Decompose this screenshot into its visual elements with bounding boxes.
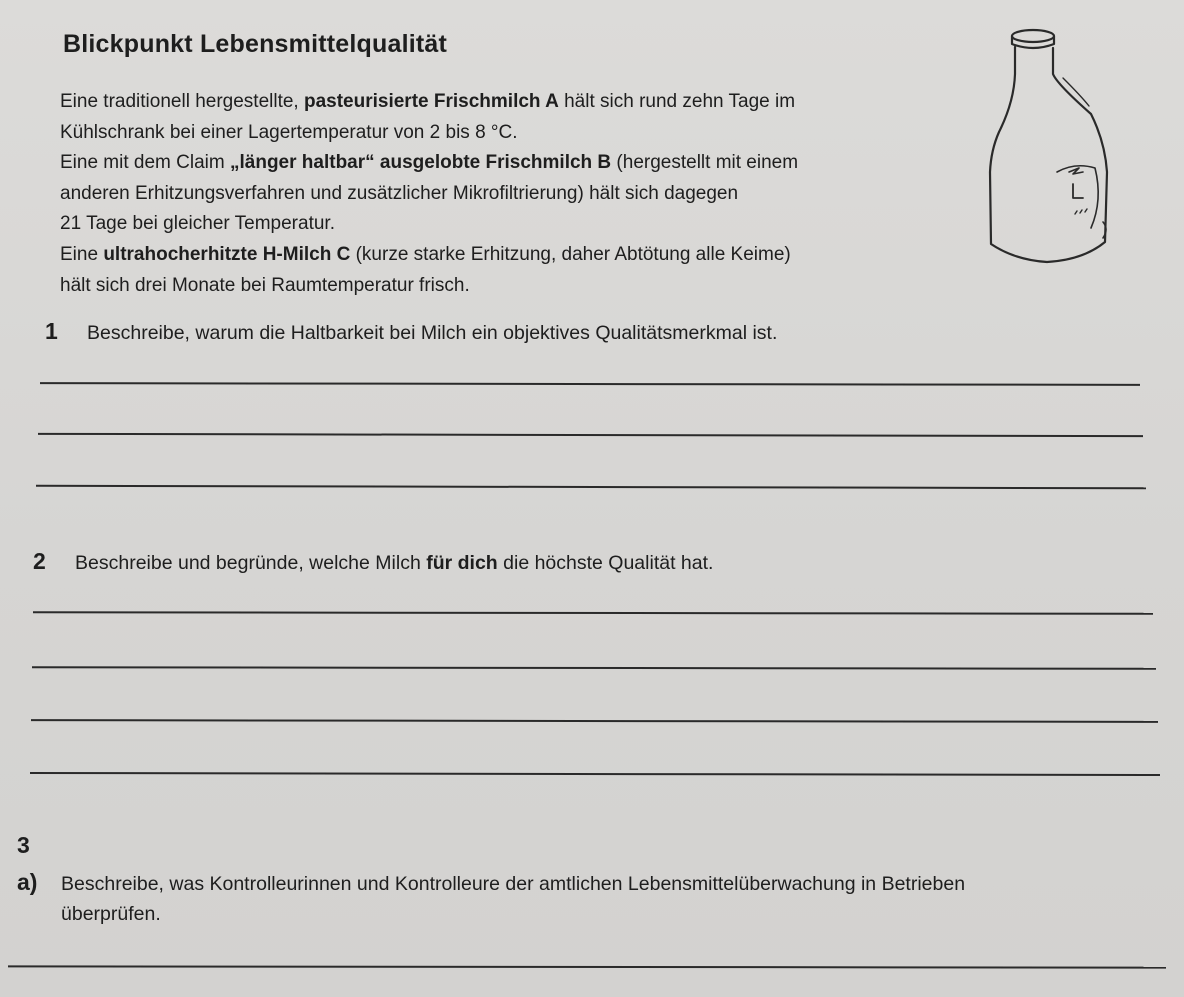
intro-text-segment: hält sich drei Monate bei Raumtemperatur frisch.: [60, 274, 470, 296]
intro-line: [60, 271, 960, 302]
intro-bold-segment: ultrahocherhitzte H-Milch C: [103, 243, 351, 265]
answer-line[interactable]: [30, 772, 1160, 776]
intro-text-segment: hält sich rund zehn Tage im: [558, 91, 796, 112]
task-3: [17, 830, 30, 862]
intro-text-segment: (kurze starke Erhitzung, daher Abtötung alle Keime): [350, 243, 791, 265]
task-text: Beschreibe, was Kontrolleurinnen und Kontrolleure der amtlichen Lebensmittelüberwachung in Betrieben: [61, 873, 966, 895]
intro-bold-segment: pasteurisierte Frischmilch A: [303, 91, 559, 112]
answer-line[interactable]: [36, 485, 1146, 490]
intro-text-segment: 21 Tage bei gleicher Temperatur.: [60, 213, 335, 235]
subtask-label: a): [17, 869, 38, 895]
task-text: Beschreibe und begründe, welche Milch: [75, 552, 427, 574]
intro-line: [60, 240, 960, 271]
task-number: 1: [45, 318, 58, 344]
answer-line[interactable]: [33, 611, 1153, 615]
intro-line: [60, 179, 960, 210]
answer-line[interactable]: [32, 666, 1156, 670]
task-1: [45, 316, 777, 348]
task-text: Beschreibe, warum die Haltbarkeit bei Milch ein objektives Qualitätsmerkmal ist.: [87, 322, 778, 344]
intro-line: [60, 148, 960, 179]
intro-text-segment: (hergestellt mit einem: [611, 152, 799, 174]
task-text: die höchste Qualität hat.: [497, 552, 714, 574]
intro-text-segment: Kühlschrank bei einer Lagertemperatur von 2 bis 8 °C.: [60, 121, 518, 143]
intro-bold-segment: „länger haltbar“ ausgelobte Frischmilch B: [230, 152, 612, 174]
task-number: 2: [33, 548, 46, 574]
intro-text-segment: anderen Erhitzungsverfahren und zusätzlicher Mikrofiltrierung) hält sich dagegen: [60, 182, 739, 204]
milk-bottle-icon: [985, 22, 1115, 267]
intro-text-segment: Eine traditionell hergestellte,: [60, 91, 304, 112]
task-3a: [17, 867, 1167, 929]
answer-line[interactable]: [31, 719, 1158, 723]
task-text-emphasis: für dich: [426, 552, 498, 574]
task-2: [33, 546, 713, 578]
page-title: Blickpunkt Lebensmittelqualität: [63, 30, 448, 58]
task-text: überprüfen.: [61, 903, 161, 925]
intro-line: [60, 209, 960, 240]
intro-text-segment: Eine: [60, 243, 104, 265]
intro-line: [60, 118, 960, 149]
answer-line[interactable]: [38, 433, 1143, 437]
answer-line[interactable]: [40, 382, 1140, 386]
intro-text: [60, 87, 960, 301]
answer-line[interactable]: [8, 965, 1166, 968]
intro-text-segment: Eine mit dem Claim: [60, 152, 230, 174]
intro-line: [60, 87, 960, 118]
task-number: 3: [17, 832, 30, 858]
